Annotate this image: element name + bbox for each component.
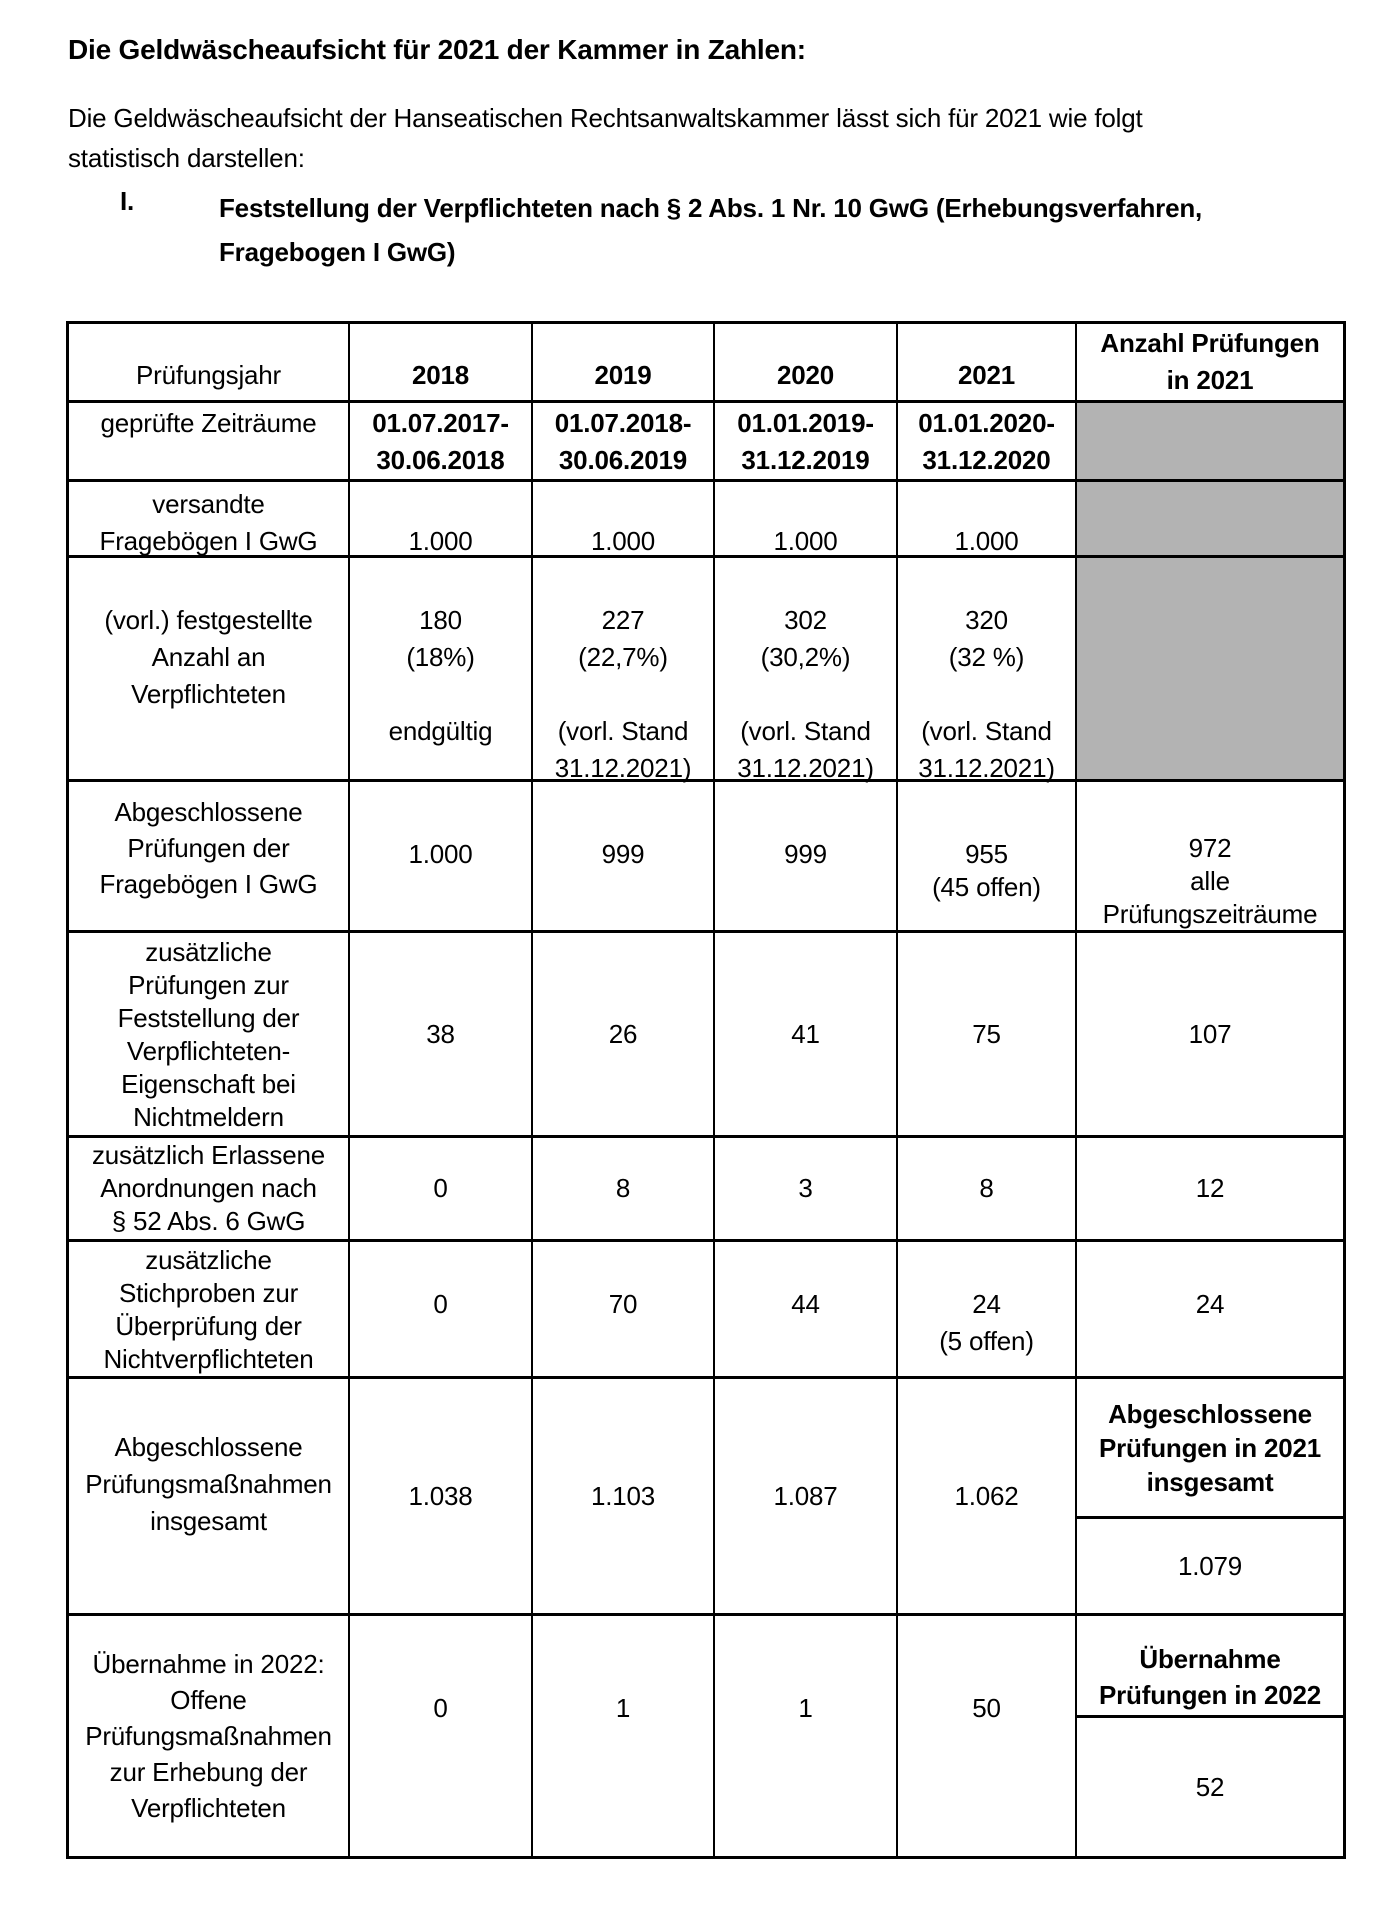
text-line: 1.062 — [954, 1480, 1019, 1511]
summary-value — [1077, 1519, 1343, 1613]
text-line: 227 — [601, 605, 645, 635]
summary-split-cell — [1077, 1613, 1343, 1856]
value-cell — [350, 1135, 533, 1239]
value-cell — [898, 1613, 1077, 1856]
section-heading — [120, 186, 1202, 274]
text-line: 30.06.2018 — [376, 445, 505, 475]
value-cell — [533, 779, 715, 930]
value-cell — [715, 1239, 898, 1376]
statistics-table — [66, 321, 1346, 1859]
text-line: Anzahl an — [151, 642, 266, 672]
text-line: insgesamt — [1146, 1466, 1274, 1497]
header-cell-2018 — [350, 324, 533, 400]
text-line: 2018 — [411, 360, 470, 390]
value-cell — [715, 930, 898, 1135]
text-line: Fragebögen I GwG — [99, 526, 318, 556]
value-cell — [533, 400, 715, 479]
text-line: 0 — [433, 1289, 448, 1319]
row-label-cell — [69, 400, 350, 479]
shaded-cell — [1077, 555, 1343, 779]
value-cell — [350, 479, 533, 555]
value-cell — [898, 400, 1077, 479]
value-cell — [898, 555, 1077, 783]
text-line: in 2021 — [1166, 365, 1254, 395]
text-line: 1.000 — [954, 526, 1019, 556]
text-line: 1.079 — [1177, 1550, 1243, 1581]
text-line: 320 — [965, 605, 1008, 635]
text-line: zusätzliche — [145, 937, 272, 967]
value-cell — [533, 479, 715, 555]
text-line: 955 — [965, 839, 1008, 869]
text-line: Prüfungen in 2022 — [1099, 1680, 1321, 1710]
text-line: § 52 Abs. 6 GwG — [111, 1206, 306, 1236]
section-number: I. — [120, 186, 135, 216]
text-line: 2021 — [957, 360, 1016, 390]
value-cell — [350, 1613, 533, 1856]
value-cell — [715, 1613, 898, 1856]
row-label-cell — [69, 1239, 350, 1376]
text-line: 1.000 — [773, 526, 838, 556]
text-line — [983, 486, 990, 523]
text-line: 31.12.2021) — [918, 753, 1055, 783]
text-line: 1.000 — [590, 526, 656, 556]
text-line: versandte — [152, 489, 265, 519]
text-line: Anordnungen nach — [100, 1173, 317, 1203]
value-cell — [898, 930, 1077, 1135]
text-line: 8 — [979, 1173, 994, 1203]
value-cell — [898, 1135, 1077, 1239]
text-line: Feststellung der Verpflichteten nach § 2 Abs. 1 Nr. 10 GwG (Erhebungsverfahren, — [219, 193, 1203, 223]
text-line: Abgeschlossene — [114, 797, 303, 827]
row-label-cell — [69, 930, 350, 1135]
value-cell — [533, 1239, 715, 1376]
text-line — [802, 676, 809, 713]
text-line: 302 — [784, 605, 827, 635]
value-cell — [898, 779, 1077, 930]
value-cell — [715, 400, 898, 479]
summary-cell — [1077, 930, 1343, 1135]
text-line: (vorl.) festgestellte — [104, 605, 313, 635]
row-label-cell — [69, 1613, 350, 1856]
summary-split-cell — [1077, 1376, 1343, 1613]
text-line: zur Erhebung der — [109, 1757, 308, 1787]
summary-cell — [1077, 779, 1343, 930]
text-line: (vorl. Stand — [740, 716, 871, 746]
text-line: (vorl. Stand — [921, 716, 1052, 746]
value-cell — [350, 779, 533, 930]
text-line: 999 — [784, 839, 827, 869]
text-line: 31.12.2019 — [741, 445, 870, 475]
text-line: 31.12.2021) — [554, 753, 692, 783]
text-line: Prüfungsmaßnahmen — [85, 1469, 332, 1499]
text-line: Stichproben zur — [118, 1278, 299, 1308]
text-line: Verpflichteten — [131, 1793, 286, 1823]
text-line: Eigenschaft bei — [121, 1069, 296, 1099]
value-cell — [533, 930, 715, 1135]
summary-cell — [1077, 1239, 1343, 1376]
text-line: 3 — [798, 1173, 813, 1203]
value-cell — [350, 930, 533, 1135]
text-line — [619, 486, 626, 523]
text-line: 1.103 — [590, 1480, 656, 1511]
text-line: Offene — [170, 1685, 247, 1715]
header-cell-pruefungsjahr — [69, 324, 350, 400]
summary-cell — [1077, 1135, 1343, 1239]
value-cell — [533, 1135, 715, 1239]
text-line: Prüfungen zur — [128, 970, 289, 1000]
text-line: (22,7%) — [578, 642, 668, 672]
text-line: 180 — [419, 605, 462, 635]
text-line: 972 — [1188, 833, 1232, 863]
value-cell — [350, 400, 533, 479]
value-cell — [533, 1613, 715, 1856]
text-line: Nichtverpflichteten — [103, 1344, 314, 1374]
text-line: Nichtmeldern — [133, 1102, 284, 1132]
text-line: 26 — [608, 1018, 638, 1049]
value-cell — [898, 479, 1077, 555]
text-line: 0 — [433, 1693, 448, 1723]
text-line: Die Geldwäscheaufsicht der Hanseatischen Rechtsanwaltskammer lässt sich für 2021 wie folgt — [68, 103, 1143, 133]
text-line: 30.06.2019 — [558, 445, 688, 475]
text-line: 31.12.2020 — [922, 445, 1051, 475]
text-line: 01.07.2017- — [372, 408, 509, 438]
text-line — [983, 676, 990, 713]
text-line: 01.07.2018- — [554, 408, 692, 438]
shaded-cell — [1077, 400, 1343, 479]
section-heading-text — [219, 186, 1202, 274]
text-line: Fragebögen I GwG — [99, 869, 318, 899]
text-line: Anzahl Prüfungen — [1100, 328, 1320, 358]
text-line — [802, 486, 809, 523]
text-line: 01.01.2020- — [918, 408, 1055, 438]
value-cell — [533, 1376, 715, 1613]
text-line — [437, 486, 444, 523]
header-cell-2021 — [898, 324, 1077, 400]
shaded-cell — [1077, 479, 1343, 555]
text-line: Abgeschlossene — [114, 1432, 303, 1462]
text-line: alle — [1190, 866, 1230, 896]
header-cell-2020 — [715, 324, 898, 400]
text-line: 38 — [426, 1018, 455, 1049]
page-title: Die Geldwäscheaufsicht für 2021 der Kammer in Zahlen: — [68, 34, 806, 65]
text-line: 999 — [601, 839, 645, 869]
text-line: geprüfte Zeiträume — [100, 408, 317, 438]
text-line: 24 — [1195, 1289, 1225, 1319]
value-cell — [898, 1376, 1077, 1613]
text-line: zusätzlich Erlassene — [92, 1140, 325, 1170]
text-line: 1.000 — [408, 839, 473, 869]
value-cell — [715, 479, 898, 555]
text-line: 0 — [433, 1173, 448, 1203]
text-line: endgültig — [388, 716, 493, 746]
text-line: 1.087 — [773, 1480, 838, 1511]
text-line: 70 — [608, 1289, 638, 1319]
text-line: 1 — [615, 1693, 631, 1723]
value-cell — [533, 555, 715, 783]
text-line: 01.01.2019- — [737, 408, 874, 438]
text-line: Übernahme — [1139, 1644, 1281, 1674]
text-line: 41 — [791, 1018, 820, 1049]
row-label-cell — [69, 555, 350, 779]
text-line — [619, 676, 626, 713]
row-label-cell — [69, 479, 350, 555]
value-cell — [715, 779, 898, 930]
text-line: 1.038 — [408, 1480, 473, 1511]
text-line: Prüfungen der — [127, 833, 290, 863]
text-line: (vorl. Stand — [557, 716, 689, 746]
text-line — [437, 676, 444, 713]
text-line: Prüfungen in 2021 — [1099, 1432, 1321, 1463]
text-line: 24 — [972, 1289, 1001, 1319]
row-label-cell — [69, 779, 350, 930]
header-cell-2019 — [533, 324, 715, 400]
value-cell — [715, 1135, 898, 1239]
text-line: Fragebogen I GwG) — [219, 237, 456, 267]
text-line: 12 — [1195, 1173, 1225, 1203]
summary-value — [1077, 1718, 1343, 1856]
text-line: 50 — [972, 1693, 1001, 1723]
value-cell — [898, 1239, 1077, 1376]
text-line: Prüfungszeiträume — [1102, 899, 1318, 929]
text-line: 52 — [1195, 1771, 1225, 1802]
text-line: 75 — [972, 1018, 1001, 1049]
text-line: 2020 — [776, 360, 835, 390]
text-line: Überprüfung der — [115, 1311, 302, 1341]
text-line: 44 — [791, 1289, 820, 1319]
text-line: 1.000 — [408, 526, 473, 556]
intro-paragraph — [68, 98, 1143, 178]
text-line: 1 — [798, 1693, 813, 1723]
text-line: statistisch darstellen: — [68, 143, 305, 173]
value-cell — [350, 1376, 533, 1613]
row-label-cell — [69, 1376, 350, 1613]
summary-subheading — [1077, 1379, 1343, 1519]
text-line: Prüfungsmaßnahmen — [85, 1721, 332, 1751]
text-line: 2019 — [594, 360, 652, 390]
row-label-cell — [69, 1135, 350, 1239]
text-line: (30,2%) — [760, 642, 851, 672]
text-line: zusätzliche — [145, 1245, 272, 1275]
text-line: (18%) — [406, 642, 475, 672]
text-line: (45 offen) — [932, 872, 1041, 902]
text-line: (32 %) — [948, 642, 1025, 672]
text-line: (5 offen) — [939, 1326, 1034, 1356]
header-cell-anzahl-pruefungen — [1077, 324, 1343, 400]
text-line: Feststellung der — [117, 1003, 300, 1033]
text-line: Verpflichteten- — [126, 1036, 291, 1066]
text-line: 31.12.2021) — [737, 753, 874, 783]
text-line: Übernahme in 2022: — [92, 1649, 325, 1679]
value-cell — [715, 555, 898, 783]
value-cell — [715, 1376, 898, 1613]
text-line: 107 — [1188, 1018, 1232, 1049]
text-line: Verpflichteten — [131, 679, 286, 709]
value-cell — [350, 1239, 533, 1376]
value-cell — [350, 555, 533, 779]
text-line: Abgeschlossene — [1108, 1398, 1312, 1429]
summary-subheading — [1077, 1616, 1343, 1718]
text-line: 8 — [615, 1173, 631, 1203]
text-line: Prüfungsjahr — [135, 360, 282, 390]
text-line: insgesamt — [150, 1506, 267, 1536]
